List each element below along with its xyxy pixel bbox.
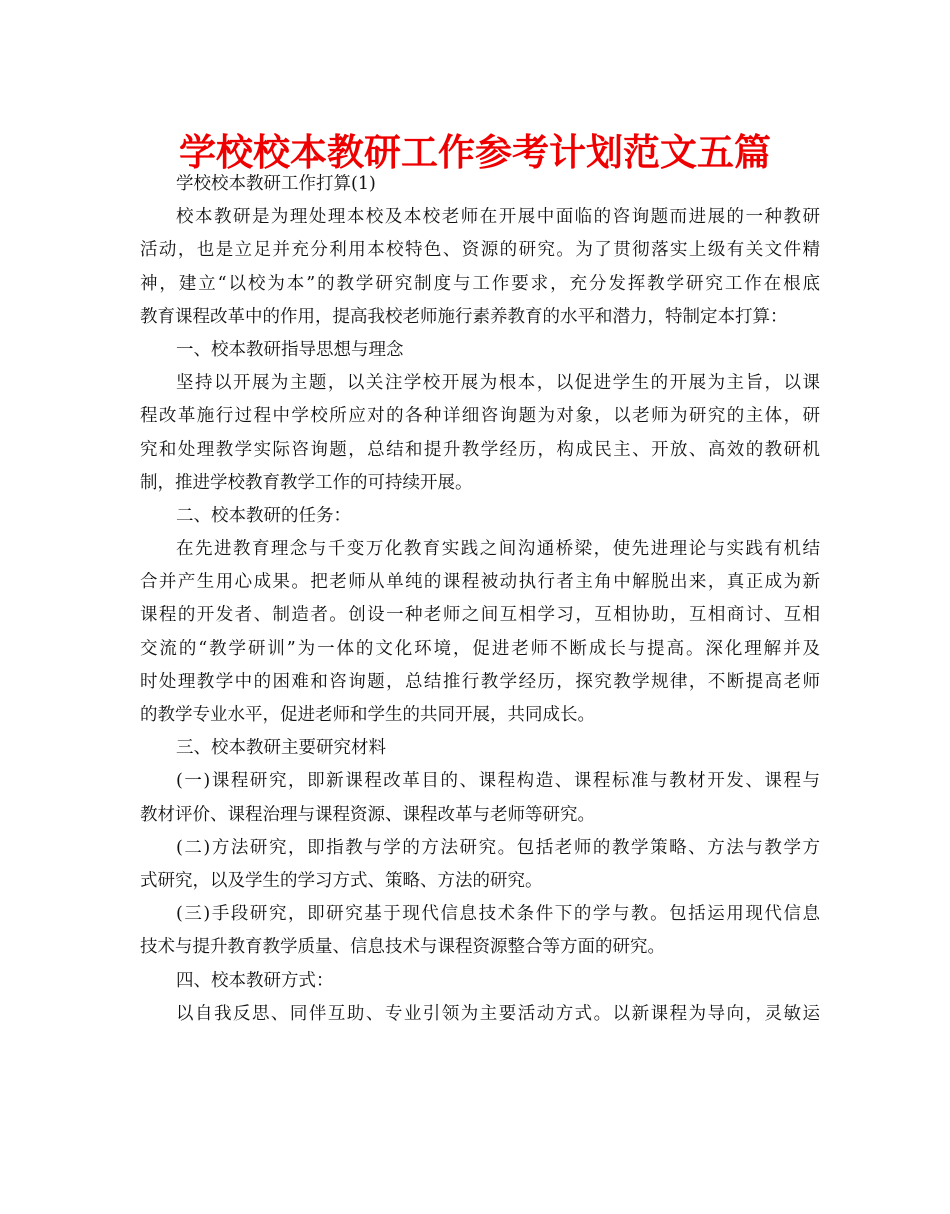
text-line: 校本教研是为理处理本校及本校老师在开展中面临的咨询题而进展的一种教研 [176,207,820,228]
text-line: (一)课程研究，即新课程改革目的、课程构造、课程标准与教材开发、课程与 [176,771,820,792]
text-line: 教育课程改革中的作用，提高我校老师施行素养教育的水平和潜力，特制定本打算： [140,306,788,327]
text-line: 二、校本教研的任务： [176,505,351,526]
text-line: 式研究，以及学生的学习方式、策略、方法的研究。 [140,870,543,891]
text-line: 以自我反思、同伴互助、专业引领为主要活动方式。以新课程为导向，灵敏运 [176,1003,820,1024]
text-line: 课程的开发者、制造者。创设一种老师之间互相学习，互相协助，互相商讨、互相 [140,605,820,626]
text-line: 三、校本教研主要研究材料 [176,738,386,759]
text-line: 究和处理教学实际咨询题，总结和提升教学经历，构成民主、开放、高效的教研机 [140,439,820,460]
text-line: 技术与提升教育教学质量、信息技术与课程资源整合等方面的研究。 [140,937,665,958]
text-line: 神，建立“以校为本”的教学研究制度与工作要求，充分发挥教学研究工作在根底 [140,273,820,294]
text-line: 合并产生用心成果。把老师从单纯的课程被动执行者主角中解脱出来，真正成为新 [140,572,820,593]
text-line: 时处理教学中的困难和咨询题，总结推行教学经历，探究教学规律，不断提高老师 [140,671,820,692]
text-line: (三)手段研究，即研究基于现代信息技术条件下的学与教。包括运用现代信息 [176,904,820,925]
text-line: 在先进教育理念与千变万化教育实践之间沟通桥梁，使先进理论与实践有机结 [176,539,820,560]
text-line: 交流的“教学研训”为一体的文化环境，促进老师不断成长与提高。深化理解并及 [140,638,820,659]
text-line: 学校校本教研工作打算(1) [176,174,376,194]
text-line: 四、校本教研方式： [176,970,334,991]
document-body [140,168,820,1031]
text-line: 教材评价、课程治理与课程资源、课程改革与老师等研究。 [140,804,595,825]
text-line: (二)方法研究，即指教与学的方法研究。包括老师的教学策略、方法与教学方 [176,837,820,858]
text-line: 程改革施行过程中学校所应对的各种详细咨询题为对象，以老师为研究的主体，研 [140,406,820,427]
text-line: 坚持以开展为主题，以关注学校开展为根本，以促进学生的开展为主旨，以课 [176,373,820,394]
text-line: 的教学专业水平，促进老师和学生的共同开展，共同成长。 [140,705,595,725]
document-title: 学校校本教研工作参考计划范文五篇 [179,130,771,174]
text-line: 一、校本教研指导思想与理念 [176,339,404,360]
text-line: 制，推进学校教育教学工作的可持续开展。 [140,472,473,493]
text-line: 活动，也是立足并充分利用本校特色、资源的研究。为了贯彻落实上级有关文件精 [140,240,820,261]
